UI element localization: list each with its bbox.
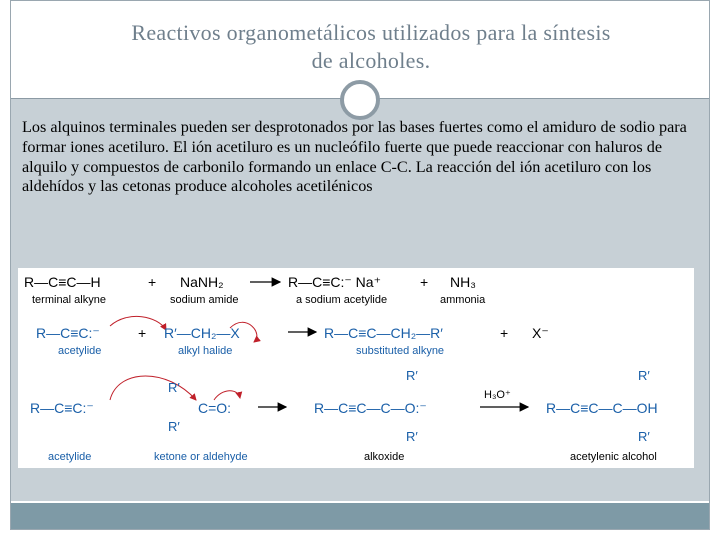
footer-bar	[11, 503, 709, 529]
row3-label-ketone-aldehyde: ketone or aldehyde	[154, 451, 248, 463]
row2-label-alkyl-halide: alkyl halide	[178, 345, 233, 357]
row1-label-ammonia: ammonia	[440, 294, 486, 306]
row2-substituted-alkyne: R—C≡C—CH₂—R′	[324, 325, 443, 341]
row3-alkoxide-bottom-group: R′	[406, 429, 418, 444]
row3-label-acetylide: acetylide	[48, 451, 92, 463]
row3-acid-reagent: H₃O⁺	[484, 389, 511, 401]
row3-carbonyl: C=O:	[198, 400, 232, 416]
reaction-scheme-svg	[18, 268, 694, 468]
row1-sodium-acetylide: R—C≡C:⁻ Na⁺	[288, 274, 381, 290]
row1-plus-1: +	[148, 274, 157, 290]
body-paragraph: Los alquinos terminales pueden ser desprotonados por las bases fuertes como el amiduro de sodio para formar iones acetiluro. El ión acetiluro es un nucleófilo fuerte que puede reaccionar con haluros de alquilo y compuestos de carbonilo formando un enlace C-C. La reacción del ión acetiluro con los aldehídos y las cetonas produce alcoholes acetilénicos	[22, 118, 687, 196]
row2-acetylide: R—C≡C:⁻	[36, 325, 100, 341]
row2-halide-ion: X⁻	[532, 325, 549, 341]
row1-sodium-amide: NaNH₂	[180, 274, 224, 290]
row3-alcohol-top-group: R′	[638, 368, 650, 383]
title-line-2: de alcoholes.	[311, 48, 431, 73]
reaction-scheme	[18, 268, 694, 468]
row1-label-sodium-acetylide: a sodium acetylide	[296, 294, 388, 306]
row3-alkoxide: R—C≡C—C—O:⁻	[314, 400, 427, 416]
row3-alkoxide-top-group: R′	[406, 368, 418, 383]
row3-carbonyl-bottom-group: R′	[168, 419, 180, 434]
row3-curved-arrow-1	[110, 376, 196, 400]
row3-acetylide: R—C≡C:⁻	[30, 400, 94, 416]
slide-title	[31, 19, 711, 75]
row1-ammonia: NH₃	[450, 274, 476, 290]
row1-plus-2: +	[420, 274, 429, 290]
row2-plus-2: +	[500, 325, 509, 341]
row2-label-substituted-alkyne: substituted alkyne	[356, 345, 445, 357]
row3-label-alkoxide: alkoxide	[364, 451, 405, 463]
row3-alcohol-bottom-group: R′	[638, 429, 650, 444]
row3-label-acetylenic-alcohol: acetylenic alcohol	[570, 451, 657, 463]
row2-plus-1: +	[138, 325, 147, 341]
row1-label-terminal-alkyne: terminal alkyne	[32, 294, 106, 306]
title-line-1: Reactivos organometálicos utilizados para la síntesis	[131, 20, 611, 45]
row2-label-acetylide: acetylide	[58, 345, 102, 357]
row1-label-sodium-amide: sodium amide	[170, 294, 239, 306]
circle-ornament-icon	[340, 80, 380, 120]
row1-terminal-alkyne: R—C≡C—H	[24, 274, 101, 290]
row3-acetylenic-alcohol: R—C≡C—C—OH	[546, 400, 658, 416]
row3-carbonyl-top-group: R′	[168, 380, 180, 395]
row2-alkyl-halide: R′—CH₂—X	[164, 325, 240, 341]
row3-curved-arrow-2	[214, 391, 240, 400]
